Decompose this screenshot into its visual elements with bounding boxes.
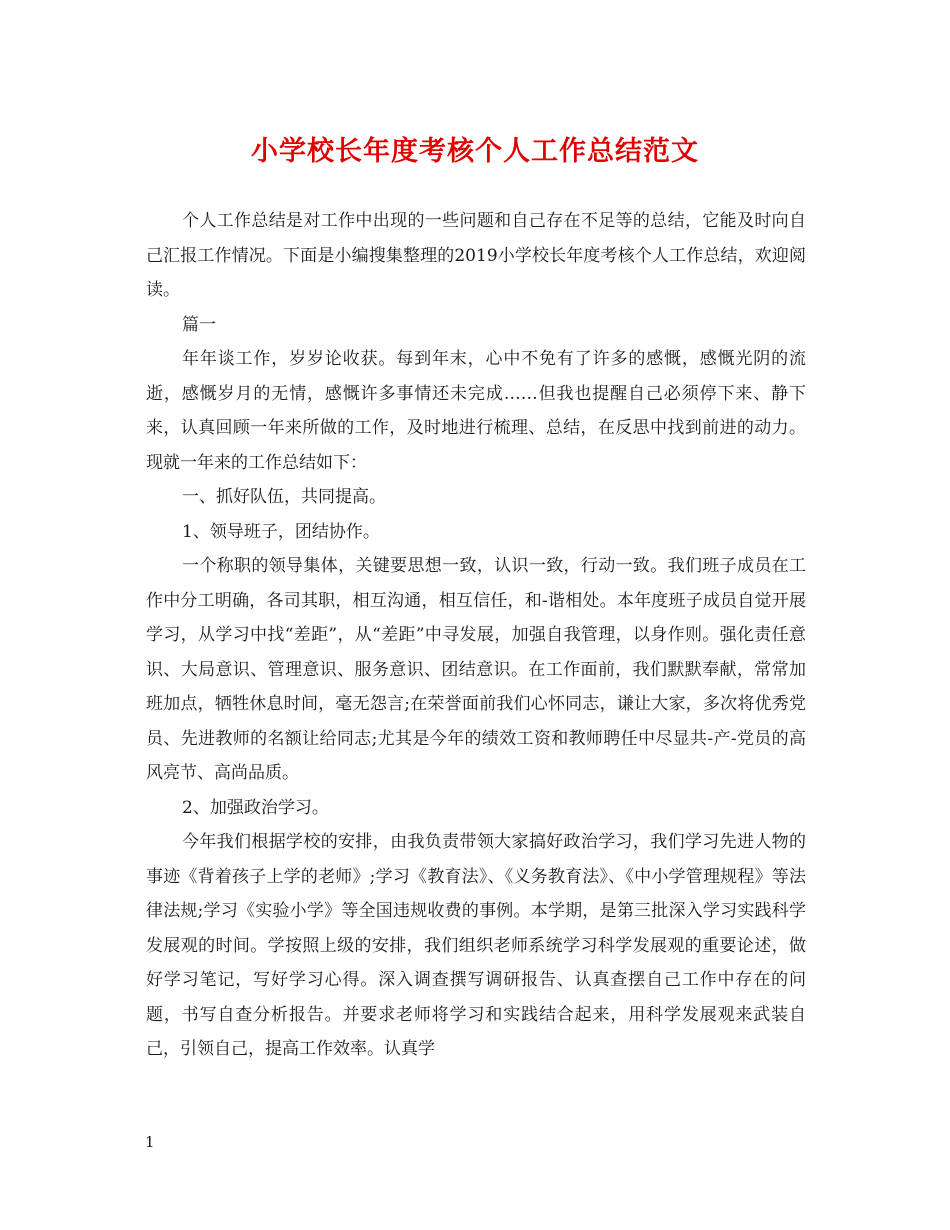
paragraph-political-study: 今年我们根据学校的安排，由我负责带领大家搞好政治学习，我们学习先进人物的事迹《背着孩子上学的老师》;学习《教育法》、《义务教育法》、《中小学管理规程》等法律法规;学习《实验小学》等全国违规收费的事例。本学期，是第三批深入学习实践科学发展观的时间。学按照上级的安排，我们组织老师系统学习科学发展观的重要论述，做好学习笔记，写好学习心得。深入调查撰写调研报告、认真查摆自己工作中存在的问题，书写自查分析报告。并要求老师将学习和实践结合起来，用科学发展观来武装自己，引领自己，提高工作效率。认真学 bbox=[146, 832, 806, 1059]
heading-political-study: 2、加强政治学习。 bbox=[182, 797, 329, 818]
heading-team-building: 一、抓好队伍，共同提高。 bbox=[182, 487, 386, 507]
heading-leadership: 1、领导班子，团结协作。 bbox=[182, 521, 380, 542]
page-number: 1 bbox=[145, 1133, 155, 1151]
document-title: 小学校长年度考核个人工作总结范文 bbox=[251, 136, 699, 167]
paragraph-intro: 个人工作总结是对工作中出现的一些问题和自己存在不足等的总结，它能及时向自己汇报工作情况。下面是小编搜集整理的2019小学校长年度考核个人工作总结，欢迎阅读。 bbox=[146, 211, 806, 300]
section-heading-part-one: 篇一 bbox=[182, 314, 216, 335]
paragraph-opening: 年年谈工作，岁岁论收获。每到年末，心中不免有了许多的感慨，感慨光阴的流逝，感慨岁月的无情，感慨许多事情还未完成……但我也提醒自己必须停下来、静下来，认真回顾一年来所做的工作，及时地进行梳理、总结，在反思中找到前进的动力。现就一年来的工作总结如下： bbox=[146, 349, 806, 473]
document-body bbox=[146, 204, 806, 1067]
paragraph-leadership: 一个称职的领导集体，关键要思想一致，认识一致，行动一致。我们班子成员在工作中分工明确，各司其职，相互沟通，相互信任，和-谐相处。本年度班子成员自觉开展学习，从学习中找“差距”，从“差距”中寻发展，加强自我管理，以身作则。强化责任意识、大局意识、管理意识、服务意识、团结意识。在工作面前，我们默默奉献，常常加班加点，牺牲休息时间，毫无怨言;在荣誉面前我们心怀同志，谦让大家，多次将优秀党员、先进教师的名额让给同志;尤其是今年的绩效工资和教师聘任中尽显共-产-党员的高风亮节、高尚品质。 bbox=[146, 556, 806, 783]
